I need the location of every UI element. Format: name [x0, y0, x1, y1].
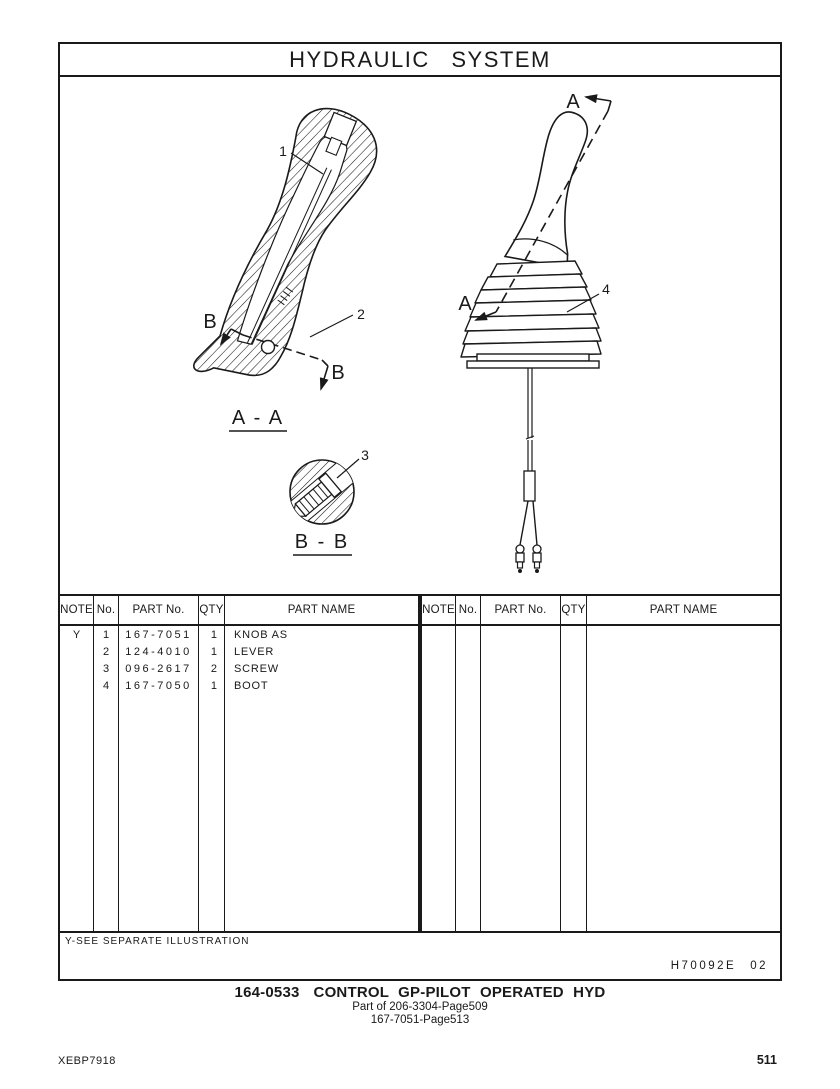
connector-pin [516, 545, 524, 573]
cell-qty: 1 [199, 626, 225, 643]
view-label-aa: A - A [231, 407, 285, 429]
filler-cell [422, 626, 456, 931]
caption-block [0, 984, 840, 1028]
filler-cell [94, 694, 119, 931]
screw-position-mark [262, 341, 275, 354]
knob-section-drawing [192, 95, 388, 431]
note-strip [60, 931, 780, 979]
section-label-a-top: A [566, 91, 580, 113]
col-header-part-name: PART NAME [225, 596, 418, 626]
drawing-reference [671, 960, 768, 972]
filler-cell [456, 626, 481, 931]
parts-table-left [60, 596, 420, 931]
caption-page-ref: 167-7051-Page513 [370, 1014, 470, 1027]
caption-title-line [0, 984, 840, 1001]
cell-part-no: 124-4010 [119, 643, 199, 660]
wire-sleeve [524, 471, 535, 501]
cell-qty: 1 [199, 643, 225, 660]
grip-outline [505, 105, 604, 272]
parts-table-right [420, 596, 780, 931]
boot-bellows [461, 261, 601, 357]
cell-note [60, 643, 94, 660]
drawing-revision: 02 [750, 960, 768, 972]
cell-part-name: KNOB AS [234, 628, 288, 641]
boot-base-flange [467, 361, 599, 368]
cell-part-name: SCREW [234, 662, 279, 675]
section-label-a-bottom: A [458, 293, 472, 315]
parts-diagram [60, 77, 780, 594]
cell-no: 1 [94, 626, 119, 643]
filler-cell [587, 626, 780, 931]
caption-parent-ref: Part of 206-3304-Page509 [352, 1001, 488, 1014]
callout-3: 3 [361, 447, 369, 463]
cell-note [60, 660, 94, 677]
filler-cell [119, 694, 199, 931]
callout-4: 4 [602, 281, 610, 297]
col-header-part-no: PART No. [481, 596, 561, 626]
col-header-qty: QTY [199, 596, 225, 626]
drawing-area [60, 77, 780, 594]
filler-cell [60, 694, 94, 931]
filler-cell [561, 626, 587, 931]
col-header-part-name: PART NAME [587, 596, 780, 626]
col-header-part-no: PART No. [119, 596, 199, 626]
section-label-b-left: B [203, 311, 217, 333]
cell-part-no: 167-7051 [119, 626, 199, 643]
callout-2: 2 [357, 306, 365, 322]
col-header-note: NOTE [422, 596, 456, 626]
cell-part-no: 167-7050 [119, 677, 199, 694]
footnote: Y-SEE SEPARATE ILLUSTRATION [65, 936, 250, 947]
drawing-code: H70092E [670, 960, 737, 972]
cell-note: Y [60, 626, 94, 643]
col-header-qty: QTY [561, 596, 587, 626]
screw-detail-drawing [283, 447, 369, 555]
view-label-bb: B - B [294, 531, 350, 553]
boot-base-plate [477, 354, 589, 361]
col-header-no: No. [456, 596, 481, 626]
section-arrow-a-top [586, 97, 611, 101]
cell-part-name: BOOT [234, 679, 269, 692]
cell-note [60, 677, 94, 694]
caption-part-name: CONTROL GP-PILOT OPERATED HYD [313, 984, 606, 1001]
col-header-no: No. [94, 596, 119, 626]
document-code: XEBP7918 [58, 1055, 116, 1067]
cell-part-no: 096-2617 [119, 660, 199, 677]
callout-1: 1 [279, 143, 287, 159]
lever-assembly-drawing [458, 91, 611, 573]
cell-no: 4 [94, 677, 119, 694]
cell-no: 3 [94, 660, 119, 677]
connector-pin [533, 545, 541, 573]
wire-harness [516, 368, 541, 573]
col-header-note: NOTE [60, 596, 94, 626]
parts-table [60, 594, 780, 931]
cell-no: 2 [94, 643, 119, 660]
cell-part-name: LEVER [234, 645, 275, 658]
cell-qty: 1 [199, 677, 225, 694]
page-title: HYDRAULIC SYSTEM [60, 44, 780, 77]
filler-cell [225, 694, 418, 931]
callout-2-leader [310, 315, 353, 337]
page-number: 511 [756, 1053, 777, 1067]
section-arrow-b-right [321, 366, 328, 389]
filler-cell [199, 694, 225, 931]
cell-qty: 2 [199, 660, 225, 677]
section-label-b-right: B [331, 362, 345, 384]
page-frame [58, 42, 782, 981]
filler-cell [481, 626, 561, 931]
caption-part-number: 164-0533 [234, 984, 300, 1001]
